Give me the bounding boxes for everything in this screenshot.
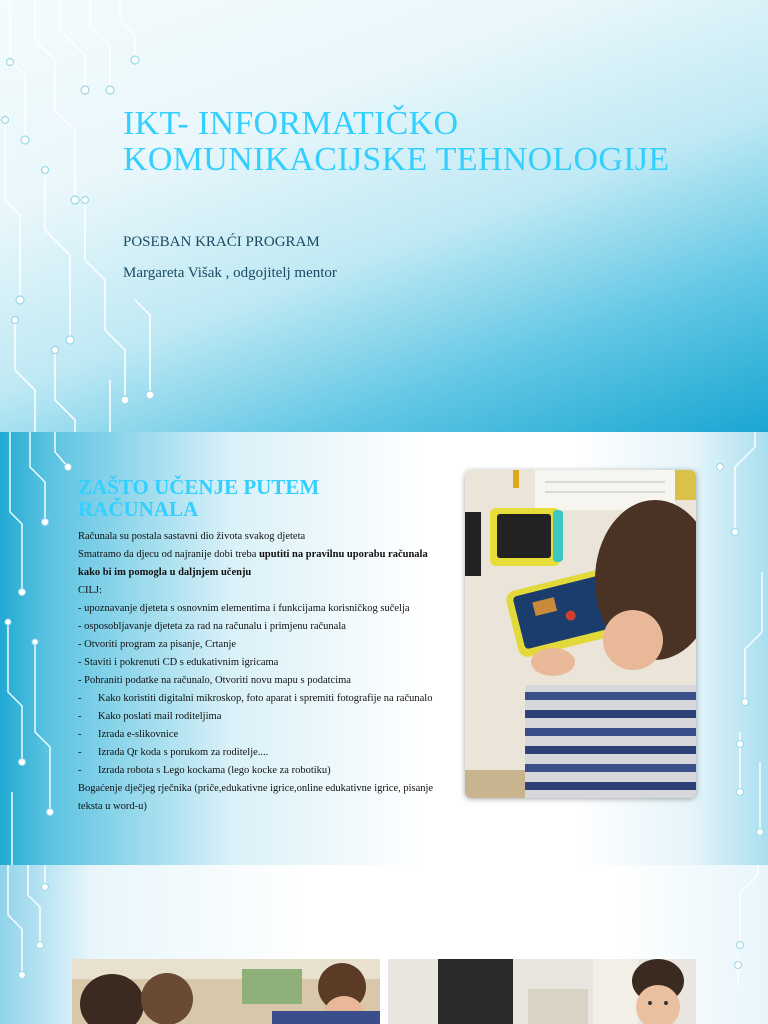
slide-body bbox=[78, 528, 438, 816]
list-item: - Pohraniti podatke na računalo, Otvoriti novu mapu s podatcima bbox=[78, 675, 351, 686]
circuit-decoration-icon bbox=[718, 865, 768, 1024]
photo-illustration-icon bbox=[72, 959, 380, 1024]
photo-slide bbox=[0, 865, 768, 1024]
content-slide bbox=[0, 432, 768, 865]
list-item: - upoznavanje djeteta s osnovnim elementima i funkcijama korisničkog sučelja bbox=[78, 603, 410, 614]
circuit-decoration-icon bbox=[0, 432, 80, 865]
closing-text: Bogaćenje dječjeg rječnika (priče,edukativne igrice,online edukativne igrice, pisanje teksta u word-u) bbox=[78, 783, 434, 812]
child-in-classroom-photo bbox=[388, 959, 696, 1024]
list-item: - osposobljavanje djeteta za rad na računalu i primjenu računala bbox=[78, 621, 346, 632]
slide-title: IKT- INFORMATIČKO KOMUNIKACIJSKE TEHNOLOGIJE bbox=[123, 105, 670, 178]
circuit-decoration-icon bbox=[0, 865, 60, 1024]
slide-subtitle: POSEBAN KRAĆI PROGRAM bbox=[123, 234, 320, 250]
goal-label: CILJ: bbox=[78, 585, 102, 596]
child-with-tablet-photo bbox=[465, 470, 696, 798]
slide-heading: ZAŠTO UČENJE PUTEM RAČUNALA bbox=[78, 475, 320, 521]
list-item: - Kako poslati mail roditeljima bbox=[78, 708, 438, 726]
slide-author: Margareta Višak , odgojitelj mentor bbox=[123, 265, 337, 281]
list-item: - Staviti i pokrenuti CD s edukativnim igricama bbox=[78, 657, 279, 668]
circuit-decoration-icon bbox=[700, 432, 768, 865]
list-item: - Izrada e-slikovnice bbox=[78, 726, 438, 744]
children-at-table-photo bbox=[72, 959, 380, 1024]
intro-text: Računala su postala sastavni dio života svakog djeteta bbox=[78, 531, 306, 542]
list-item: - Izrada robota s Lego kockama (lego kocke za robotiku) bbox=[78, 762, 438, 780]
title-slide bbox=[0, 0, 768, 432]
circuit-decoration-icon bbox=[0, 0, 160, 432]
list-item: - Izrada Qr koda s porukom za roditelje.... bbox=[78, 744, 438, 762]
statement-bold: uputiti na pravilnu uporabu računala kako bi im pomogla u daljnjem učenju bbox=[78, 549, 428, 578]
photo-illustration-icon bbox=[465, 470, 696, 798]
list-item: - Kako koristiti digitalni mikroskop, foto aparat i spremiti fotografije na računalo bbox=[78, 690, 438, 708]
photo-illustration-icon bbox=[388, 959, 696, 1024]
statement-plain: Smatramo da djecu od najranije dobi treba bbox=[78, 549, 260, 560]
goal-list bbox=[78, 600, 438, 780]
list-item: - Otvoriti program za pisanje, Crtanje bbox=[78, 639, 237, 650]
statement-text bbox=[78, 546, 438, 582]
